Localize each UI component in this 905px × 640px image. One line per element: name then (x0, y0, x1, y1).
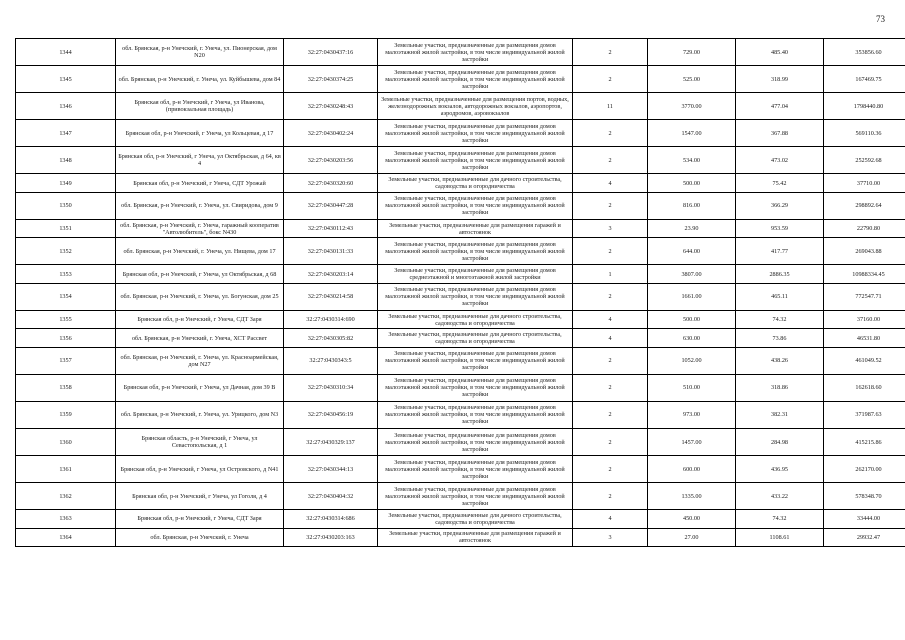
cell-count: 4 (573, 310, 648, 328)
cell-count: 2 (573, 483, 648, 510)
cell-kadastr: 32:27:0430203:14 (284, 265, 378, 283)
table-row (16, 219, 905, 237)
cell-num: 1350 (16, 192, 116, 219)
cell-kadastr: 32:27:0430203:56 (284, 147, 378, 174)
cell-num: 1348 (16, 147, 116, 174)
cell-usage: Земельные участки, предназначенные для размещения гаражей и автостоянок (378, 219, 573, 237)
cell-count: 2 (573, 120, 648, 147)
cell-address: Брянская обл, р-н Унечский, г Унеча, ул Кольцевая, д 17 (116, 120, 284, 147)
cell-num: 1346 (16, 93, 116, 120)
cell-usage: Земельные участки, предназначенные для дачного строительства, садоводства и огородничества (378, 329, 573, 347)
cell-count: 2 (573, 192, 648, 219)
cell-num: 1355 (16, 310, 116, 328)
cell-address: Брянская обл, р-н Унечский, г Унеча, ул Иванова, (привокзальная площадь) (116, 93, 284, 120)
cell-num: 1353 (16, 265, 116, 283)
table-row (16, 401, 905, 428)
cell-cost: 269043.88 (824, 238, 905, 265)
cell-usage: Земельные участки, предназначенные для размещения домов малоэтажной жилой застройки, в том числе индивидуальной жилой застройки (378, 347, 573, 374)
land-plots-table (15, 38, 905, 547)
cell-num: 1349 (16, 174, 116, 192)
cell-usage: Земельные участки, предназначенные для размещения домов малоэтажной жилой застройки, в том числе индивидуальной жилой застройки (378, 66, 573, 93)
cell-price: 382.31 (736, 401, 824, 428)
cell-cost: 569110.36 (824, 120, 905, 147)
cell-usage: Земельные участки, предназначенные для размещения домов малоэтажной жилой застройки, в том числе индивидуальной жилой застройки (378, 120, 573, 147)
cell-address: Брянская область, р-н Унечский, г Унеча, ул Севастопольская, д 1 (116, 428, 284, 455)
cell-address: обл. Брянская, р-н Унечский, г. Унеча, ул. Нищева, дом 17 (116, 238, 284, 265)
cell-address: обл. Брянская, р-н Унечский, г. Унеча, гаражный кооператив "Автолюбитель", бокс N430 (116, 219, 284, 237)
cell-price: 465.11 (736, 283, 824, 310)
cell-kadastr: 32:27:0430437:16 (284, 39, 378, 66)
cell-area: 644.00 (648, 238, 736, 265)
cell-usage: Земельные участки, предназначенные для размещения портов, водных, железнодорожных вокзалов, автодорожных вокзалов, аэропортов, аэродромов, аэровокзалов (378, 93, 573, 120)
cell-num: 1358 (16, 374, 116, 401)
cell-kadastr: 32:27:0430248:43 (284, 93, 378, 120)
cell-price: 73.86 (736, 329, 824, 347)
cell-kadastr: 32:27:0430329:137 (284, 428, 378, 455)
cell-address: обл. Брянская, р-н Унечский, г. Унеча, ХСТ Рассвет (116, 329, 284, 347)
cell-usage: Земельные участки, предназначенные для размещения домов малоэтажной жилой застройки, в том числе индивидуальной жилой застройки (378, 238, 573, 265)
table-row (16, 265, 905, 283)
cell-price: 485.40 (736, 39, 824, 66)
table-row (16, 66, 905, 93)
cell-usage: Земельные участки, предназначенные для размещения гаражей и автостоянок (378, 528, 573, 546)
table-body (16, 39, 905, 547)
cell-cost: 1798440.80 (824, 93, 905, 120)
cell-kadastr: 32:27:0430203:163 (284, 528, 378, 546)
cell-num: 1363 (16, 510, 116, 528)
cell-address: Брянская обл, р-н Унечский, г Унеча, ул Октябрьская, д 68 (116, 265, 284, 283)
cell-num: 1351 (16, 219, 116, 237)
cell-usage: Земельные участки, предназначенные для размещения домов малоэтажной жилой застройки, в том числе индивидуальной жилой застройки (378, 192, 573, 219)
cell-usage: Земельные участки, предназначенные для дачного строительства, садоводства и огородничества (378, 310, 573, 328)
table-row (16, 528, 905, 546)
cell-cost: 46531.80 (824, 329, 905, 347)
cell-num: 1354 (16, 283, 116, 310)
cell-count: 4 (573, 510, 648, 528)
cell-cost: 262170.00 (824, 456, 905, 483)
table-row (16, 374, 905, 401)
table-row (16, 456, 905, 483)
cell-address: Брянская обл, р-н Унечский, г Унеча, ул Островского, д N41 (116, 456, 284, 483)
cell-price: 75.42 (736, 174, 824, 192)
cell-address: обл. Брянская, р-н Унечский, г. Унеча, ул. Куйбышева, дом 84 (116, 66, 284, 93)
cell-num: 1352 (16, 238, 116, 265)
table-row (16, 510, 905, 528)
cell-address: обл. Брянская, р-н Унечский, г. Унеча, ул. Урицкого, дом N3 (116, 401, 284, 428)
cell-usage: Земельные участки, предназначенные для размещения домов малоэтажной жилой застройки, в том числе индивидуальной жилой застройки (378, 456, 573, 483)
cell-kadastr: 32:27:0430310:34 (284, 374, 378, 401)
cell-num: 1345 (16, 66, 116, 93)
cell-area: 630.00 (648, 329, 736, 347)
cell-area: 600.00 (648, 456, 736, 483)
cell-cost: 353856.60 (824, 39, 905, 66)
cell-price: 318.99 (736, 66, 824, 93)
cell-area: 3770.00 (648, 93, 736, 120)
cell-usage: Земельные участки, предназначенные для размещения домов малоэтажной жилой застройки, в том числе индивидуальной жилой застройки (378, 147, 573, 174)
cell-cost: 162618.60 (824, 374, 905, 401)
cell-area: 450.00 (648, 510, 736, 528)
cell-cost: 578348.70 (824, 483, 905, 510)
cell-kadastr: 32:27:0430456:19 (284, 401, 378, 428)
cell-usage: Земельные участки, предназначенные для размещения домов малоэтажной жилой застройки, в том числе индивидуальной жилой застройки (378, 283, 573, 310)
cell-usage: Земельные участки, предназначенные для размещения домов малоэтажной жилой застройки, в том числе индивидуальной жилой застройки (378, 39, 573, 66)
cell-num: 1364 (16, 528, 116, 546)
cell-address: обл. Брянская, р-н Унечский, г. Унеча (116, 528, 284, 546)
table-row (16, 39, 905, 66)
cell-cost: 371987.63 (824, 401, 905, 428)
cell-area: 1661.00 (648, 283, 736, 310)
cell-cost: 772547.71 (824, 283, 905, 310)
cell-address: Брянская обл, р-н Унечский, г Унеча, ул Гоголя, д 4 (116, 483, 284, 510)
table-row (16, 174, 905, 192)
cell-price: 284.98 (736, 428, 824, 455)
cell-cost: 167469.75 (824, 66, 905, 93)
cell-count: 2 (573, 238, 648, 265)
cell-address: обл. Брянская, р-н Унечский, г. Унеча, ул. Богунская, дом 25 (116, 283, 284, 310)
table-row (16, 147, 905, 174)
cell-usage: Земельные участки, предназначенные для размещения домов среднеэтажной и многоэтажной жилой застройки (378, 265, 573, 283)
cell-area: 500.00 (648, 174, 736, 192)
cell-address: Брянская обл, р-н Унечский, г Унеча, СДТ Заря (116, 510, 284, 528)
cell-count: 2 (573, 374, 648, 401)
cell-kadastr: 32:27:0430374:25 (284, 66, 378, 93)
cell-cost: 29932.47 (824, 528, 905, 546)
cell-num: 1360 (16, 428, 116, 455)
cell-area: 500.00 (648, 310, 736, 328)
cell-count: 2 (573, 456, 648, 483)
cell-count: 11 (573, 93, 648, 120)
cell-cost: 252592.68 (824, 147, 905, 174)
table-row (16, 347, 905, 374)
cell-count: 2 (573, 283, 648, 310)
cell-usage: Земельные участки, предназначенные для дачного строительства, садоводства и огородничества (378, 174, 573, 192)
cell-num: 1357 (16, 347, 116, 374)
cell-cost: 461049.52 (824, 347, 905, 374)
cell-usage: Земельные участки, предназначенные для размещения домов малоэтажной жилой застройки, в том числе индивидуальной жилой застройки (378, 428, 573, 455)
cell-kadastr: 32:27:0430131:33 (284, 238, 378, 265)
cell-area: 27.00 (648, 528, 736, 546)
cell-kadastr: 32:27:0430320:60 (284, 174, 378, 192)
table-row (16, 428, 905, 455)
cell-cost: 10988334.45 (824, 265, 905, 283)
cell-num: 1359 (16, 401, 116, 428)
cell-area: 973.00 (648, 401, 736, 428)
table-row (16, 283, 905, 310)
cell-address: Брянская обл, р-н Унечский, г Унеча, СДТ Заря (116, 310, 284, 328)
cell-count: 3 (573, 219, 648, 237)
cell-area: 534.00 (648, 147, 736, 174)
table-row (16, 192, 905, 219)
cell-area: 1052.00 (648, 347, 736, 374)
table-row (16, 93, 905, 120)
cell-area: 3807.00 (648, 265, 736, 283)
cell-kadastr: 32:27:0430343:5 (284, 347, 378, 374)
cell-kadastr: 32:27:0430314:690 (284, 310, 378, 328)
cell-address: Брянская обл, р-н Унечский, г Унеча, ул Октябрьская, д 64, кв 4 (116, 147, 284, 174)
cell-area: 525.00 (648, 66, 736, 93)
cell-price: 1108.61 (736, 528, 824, 546)
cell-kadastr: 32:27:0430402:24 (284, 120, 378, 147)
cell-price: 473.02 (736, 147, 824, 174)
page-number: 73 (876, 14, 885, 24)
cell-area: 1457.00 (648, 428, 736, 455)
cell-address: обл. Брянская, р-н Унечский, г. Унеча, ул. Красноармейская, дом N27 (116, 347, 284, 374)
cell-cost: 37710.00 (824, 174, 905, 192)
cell-count: 2 (573, 347, 648, 374)
cell-count: 2 (573, 66, 648, 93)
cell-address: обл. Брянская, р-н Унечский, г. Унеча, ул. Свиридова, дом 9 (116, 192, 284, 219)
cell-price: 477.04 (736, 93, 824, 120)
cell-num: 1356 (16, 329, 116, 347)
cell-price: 433.22 (736, 483, 824, 510)
cell-cost: 415215.86 (824, 428, 905, 455)
cell-num: 1361 (16, 456, 116, 483)
cell-count: 2 (573, 401, 648, 428)
cell-address: обл. Брянская, р-н Унечский, г. Унеча, ул. Пионерская, дом N20 (116, 39, 284, 66)
cell-price: 367.88 (736, 120, 824, 147)
cell-count: 4 (573, 174, 648, 192)
cell-kadastr: 32:27:0430344:13 (284, 456, 378, 483)
cell-area: 510.00 (648, 374, 736, 401)
cell-cost: 33444.00 (824, 510, 905, 528)
cell-price: 436.95 (736, 456, 824, 483)
cell-num: 1344 (16, 39, 116, 66)
table-row (16, 310, 905, 328)
cell-area: 816.00 (648, 192, 736, 219)
table-row (16, 238, 905, 265)
cell-kadastr: 32:27:0430314:686 (284, 510, 378, 528)
cell-num: 1362 (16, 483, 116, 510)
cell-count: 1 (573, 265, 648, 283)
cell-area: 1335.00 (648, 483, 736, 510)
table-row (16, 120, 905, 147)
cell-price: 953.59 (736, 219, 824, 237)
table-row (16, 483, 905, 510)
cell-kadastr: 32:27:0430404:32 (284, 483, 378, 510)
cell-price: 2886.35 (736, 265, 824, 283)
cell-cost: 298892.64 (824, 192, 905, 219)
cell-price: 318.86 (736, 374, 824, 401)
cell-price: 74.32 (736, 310, 824, 328)
cell-price: 417.77 (736, 238, 824, 265)
cell-cost: 37160.00 (824, 310, 905, 328)
table-row (16, 329, 905, 347)
cell-kadastr: 32:27:0430305:82 (284, 329, 378, 347)
cell-usage: Земельные участки, предназначенные для размещения домов малоэтажной жилой застройки, в том числе индивидуальной жилой застройки (378, 483, 573, 510)
cell-area: 1547.00 (648, 120, 736, 147)
cell-area: 23.90 (648, 219, 736, 237)
cell-price: 438.26 (736, 347, 824, 374)
cell-count: 2 (573, 39, 648, 66)
cell-count: 2 (573, 428, 648, 455)
cell-count: 2 (573, 147, 648, 174)
cell-usage: Земельные участки, предназначенные для размещения домов малоэтажной жилой застройки, в том числе индивидуальной жилой застройки (378, 374, 573, 401)
cell-address: Брянская обл, р-н Унечский, г Унеча, ул Дачная, дом 39 В (116, 374, 284, 401)
cell-price: 74.32 (736, 510, 824, 528)
cell-count: 3 (573, 528, 648, 546)
cell-cost: 22790.80 (824, 219, 905, 237)
cell-kadastr: 32:27:0430214:58 (284, 283, 378, 310)
cell-price: 366.29 (736, 192, 824, 219)
cell-usage: Земельные участки, предназначенные для дачного строительства, садоводства и огородничества (378, 510, 573, 528)
cell-kadastr: 32:27:0430447:28 (284, 192, 378, 219)
cell-address: Брянская обл, р-н Унечский, г Унеча, СДТ Урожай (116, 174, 284, 192)
cell-kadastr: 32:27:0430112:43 (284, 219, 378, 237)
cell-count: 4 (573, 329, 648, 347)
cell-area: 729.00 (648, 39, 736, 66)
cell-usage: Земельные участки, предназначенные для размещения домов малоэтажной жилой застройки, в том числе индивидуальной жилой застройки (378, 401, 573, 428)
cell-num: 1347 (16, 120, 116, 147)
